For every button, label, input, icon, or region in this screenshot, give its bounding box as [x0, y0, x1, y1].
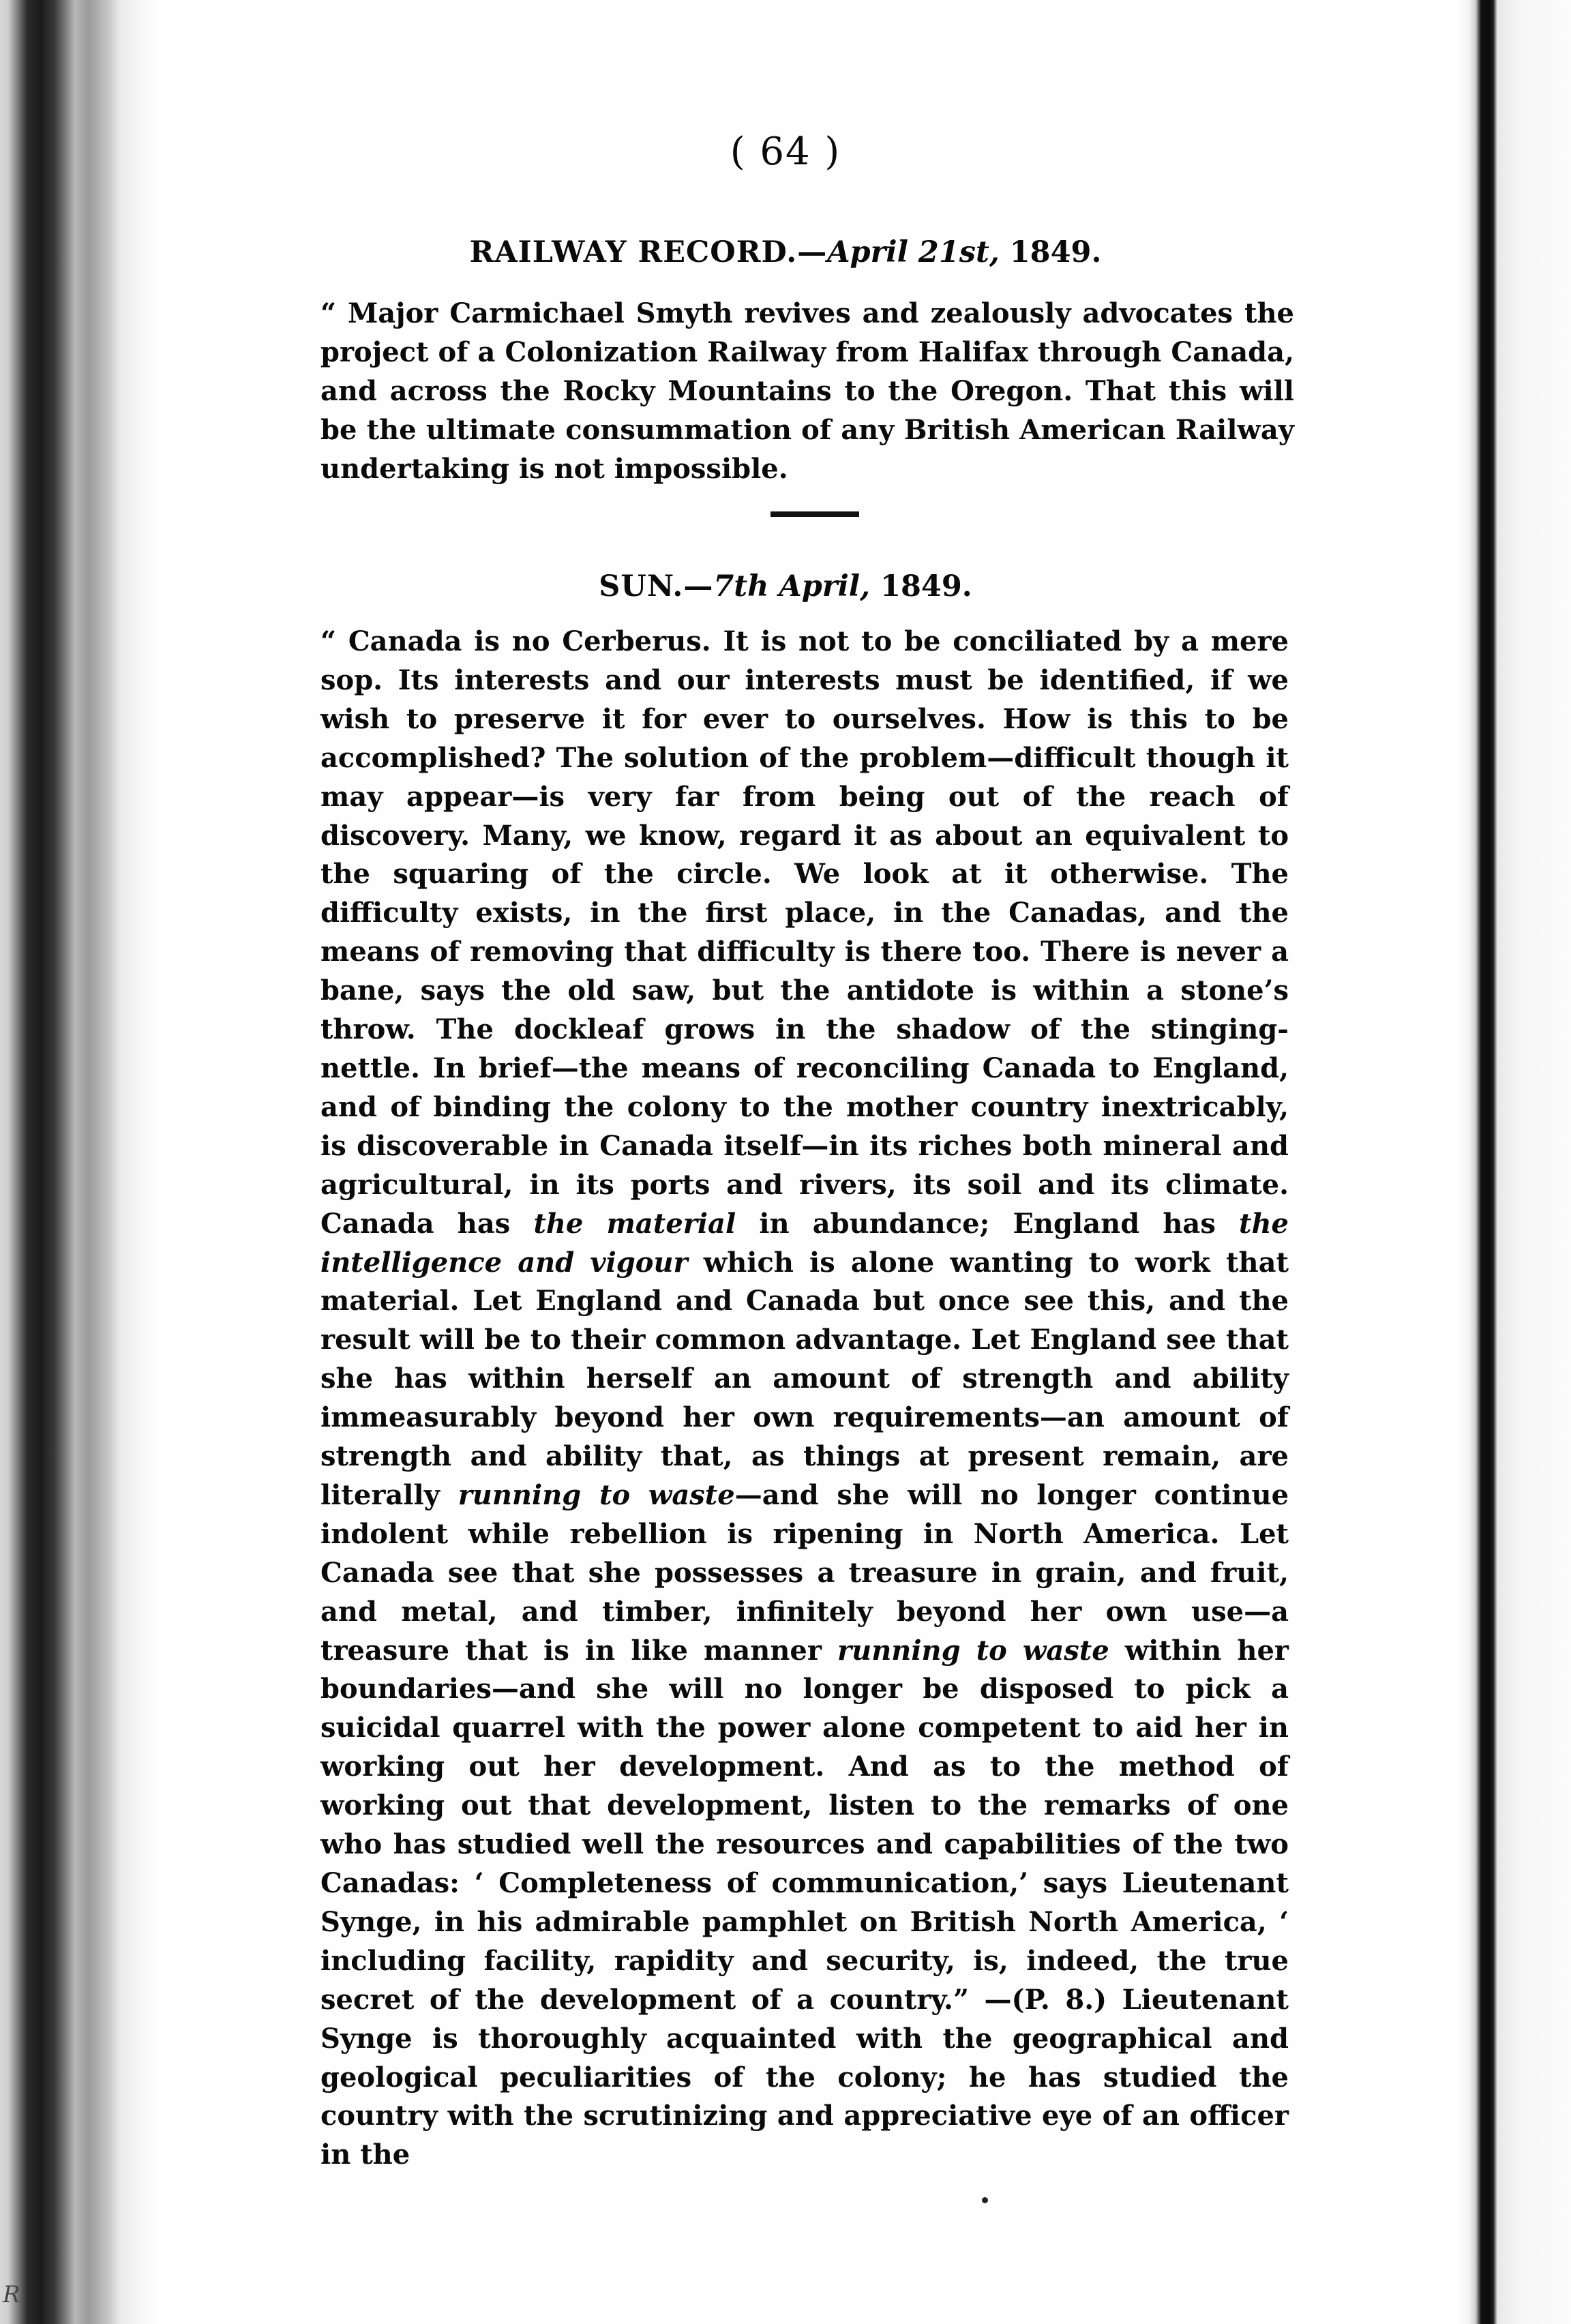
sun-quote-part-5: within her boundaries—and she will no longer be disposed to pick a suicidal quarrel with the power alone competent to aid her in working out her development. And as to the method of working out that development, listen to the remarks of one who has studied well the resources and capabilities of the two Canadas: ‘ Completeness of communication,’ says Lieutenant Synge, in his admirable pamphlet on British North America, ‘ including facility, rapidity and security, is, indeed, the true secret of the development of a country.” —(P. 8.) Lieutenant Synge is thoroughly acquainted with the geographical and geological peculiarities of the colony; he has studied the country with the scrutinizing and appreciative eye of an officer in the — [320, 1634, 1289, 2171]
sun-quote-italic-intelligence: the intelligence and vigour — [320, 1207, 1289, 1279]
sun-date: 7th April, — [713, 569, 871, 604]
railway-record-title: RAILWAY RECORD.— — [469, 235, 828, 269]
sun-quote — [320, 623, 1289, 2175]
page-number: ( 64 ) — [730, 130, 841, 174]
scan-right-edge — [1455, 0, 1571, 2324]
sun-quote-part-3: which is alone wanting to work that material. Let England and Canada but once see this, and the result will be to their common advantage. Let England see that she has within herself an amount of strength and ability immeasurably beyond her own requirements—an amount of strength and ability that, as things at present remain, are literally — [320, 1246, 1289, 1511]
railway-record-quote: “ Major Carmichael Smyth revives and zealously advocates the project of a Colonization Railway from Halifax through Canada, and across the Rocky Mountains to the Oregon. That this will be the ultimate consummation of any British American Railway undertaking is not impossible. — [320, 297, 1294, 485]
sun-quote-part-4: —and she will no longer continue indolent while rebellion is ripening in North America. Let Canada see that she possesses a treasure in grain, and fruit, and metal, and timber, infinitely beyond her own use—a treasure that is in like manner — [320, 1478, 1289, 1667]
section-divider — [770, 511, 859, 517]
sun-quote-italic-waste-2: running to waste — [837, 1634, 1109, 1667]
railway-record-year: 1849. — [999, 235, 1102, 269]
sun-title: SUN.— — [599, 569, 714, 604]
page-gutter-shadow — [119, 0, 160, 2324]
sun-quote-italic-material: the material — [533, 1207, 736, 1240]
sun-quote-italic-waste-1: running to waste — [458, 1478, 735, 1511]
sun-year: 1849. — [870, 569, 972, 604]
railway-record-date: April 21st, — [827, 235, 1000, 269]
scan-left-edge — [0, 0, 119, 2324]
sun-quote-part-1: “ Canada is no Cerberus. It is not to be conciliated by a mere sop. Its interests and our interests must be identified, if we wish to preserve it for ever to ourselves. How is this to be accomplished? The solution of the problem—difficult though it may appear—is very far from being out of the reach of discovery. Many, we know, regard it as about an equivalent to the squaring of the circle. We look at it otherwise. The difficulty exists, in the first place, in the Canadas, and the means of removing that difficulty is there too. There is never a bane, says the old saw, but the antidote is within a stone’s throw. The dockleaf grows in the shadow of the stinging-nettle. In brief—the means of reconciling Canada to England, and of binding the colony to the mother country inextricably, is discoverable in Canada itself—in its riches both mineral and agricultural, in its ports and rivers, its soil and its climate. Canada has — [320, 625, 1289, 1240]
sun-heading — [0, 569, 1571, 604]
sun-quote-part-2: in abundance; England has — [736, 1207, 1239, 1240]
railway-record-heading — [0, 235, 1571, 269]
corner-mark: R — [3, 2281, 20, 2308]
ink-speck — [982, 2197, 988, 2203]
